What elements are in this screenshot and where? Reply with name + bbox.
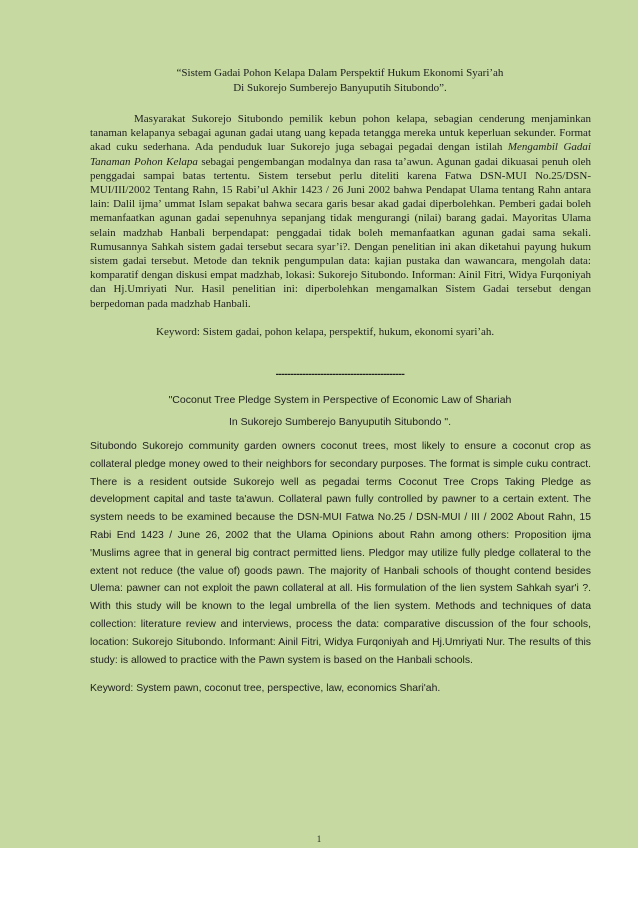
title-indonesian-line-2: Di Sukorejo Sumberejo Banyuputih Situbondo”. bbox=[233, 82, 447, 94]
title-indonesian-line-1: “Sistem Gadai Pohon Kelapa Dalam Perspektif Hukum Ekonomi Syari’ah bbox=[176, 67, 504, 79]
title-english-line-2: In Sukorejo Sumberejo Banyuputih Situbondo ". bbox=[228, 416, 452, 428]
section-separator: ------------------------------------------- bbox=[275, 368, 405, 380]
abstract-english bbox=[90, 438, 591, 669]
title-indonesian bbox=[90, 66, 590, 96]
keywords-indonesian: Keyword: Sistem gadai, pohon kelapa, perspektif, hukum, ekonomi syari’ah. bbox=[156, 326, 495, 338]
abstract-indonesian-paragraph bbox=[90, 112, 591, 311]
keywords-english: Keyword: System pawn, coconut tree, perspective, law, economics Shari'ah. bbox=[90, 683, 441, 694]
title-english-line-1: "Coconut Tree Pledge System in Perspective of Economic Law of Shariah bbox=[168, 394, 512, 406]
abstract-indonesian-text-2: sebagai pengembangan modalnya dan rasa ta’awun. Agunan gadai dikuasai penuh oleh penggadai sampai batas tertentu. Sistem tersebut perlu diteliti karena Fatwa DSN-MUI No.25/DSN-MUI/III/2002 Tentang Rahn, 15 Rabi’ul Akhir 1423 / 26 Juni 2002 bahwa Pendapat Ulama tentang Rahn antara lain: Dalil ijma’ ummat Islam sepakat bahwa secara garis besar akad gadai diperbolehkan. Pemberi gadai boleh memanfaatkan agunan gadai sepenuhnya sepanjang tidak mengurangi (nilai) barang gadai. Mayoritas Ulama selain madzhab Hanbali berpendapat: penggadai tidak boleh memanfaatkan agunan gadai sama sekali. Rumusannya Sahkah sistem gadai tersebut secara syar’i?. Dengan penelitian ini akan diketahui payung hukum sistem gadai tersebut. Metode dan teknik pengumpulan data: kajian pustaka dan wawancara, mengolah data: komparatif dengan diskusi empat madzhab, lokasi: Sukorejo Situbondo. Informan: Ainil Fitri, Widya Furqoniyah dan Hj.Umriyati Nur. Hasil penelitian ini: diperbolehkan mengamalkan Sistem Gadai tersebut dengan berpedoman pada madzhab Hanbali. bbox=[90, 155, 592, 310]
abstract-indonesian-emphasis: Mengambil Gadai Tanaman Pohon Kelapa bbox=[90, 141, 591, 168]
page-number: 1 bbox=[316, 834, 322, 844]
abstract-english-paragraph: Situbondo Sukorejo community garden owners coconut trees, most likely to ensure a coconut crop as collateral pledge money owed to their neighbors for secondary purposes. The format is simple cuku contract. There is a resident outside Sukorejo well as pegadai terms Coconut Tree Crops Taking Pledge as development capital and taste ta'awun. Collateral pawn fully controlled by pawner to a certain extent. The system needs to be examined because the DSN-MUI Fatwa No.25 / DSN-MUI / III / 2002 About Rahn, 15 Rabi End 1423 / June 26, 2002 that the Ulama Opinions about Rahn among others: Proposition ijma 'Muslims agree that in general big contract permitted liens. Pledgor may utilize fully pledge collateral to the extent not reduce (the value of) goods pawn. The majority of Hanbali schools of thought contend besides Ulema: pawner can not exploit the pawn collateral at all. His formulation of the lien system Sahkah syar'i ?. With this study will be known to the legal umbrella of the lien system. Methods and techniques of data collection: literature review and interviews, process the data: comparative discussion of the four schools, location: Sukorejo Situbondo. Informant: Ainil Fitri, Widya Furqoniyah and Hj.Umriyati Nur. The results of this study: is allowed to practice with the Pawn system is based on the Hanbali schools. bbox=[90, 441, 591, 666]
abstract-indonesian bbox=[90, 112, 591, 311]
abstract-indonesian-text-1: Masyarakat Sukorejo Situbondo pemilik kebun pohon kelapa, sebagian cenderung menjaminkan tanaman kelapanya sebagai agunan gadai utang uang kepada tetangga mereka untuk keperluan sekunder. Format akad cuku sederhana. Ada penduduk luar Sukorejo juga sebagai pegadai dengan istilah bbox=[90, 113, 591, 154]
